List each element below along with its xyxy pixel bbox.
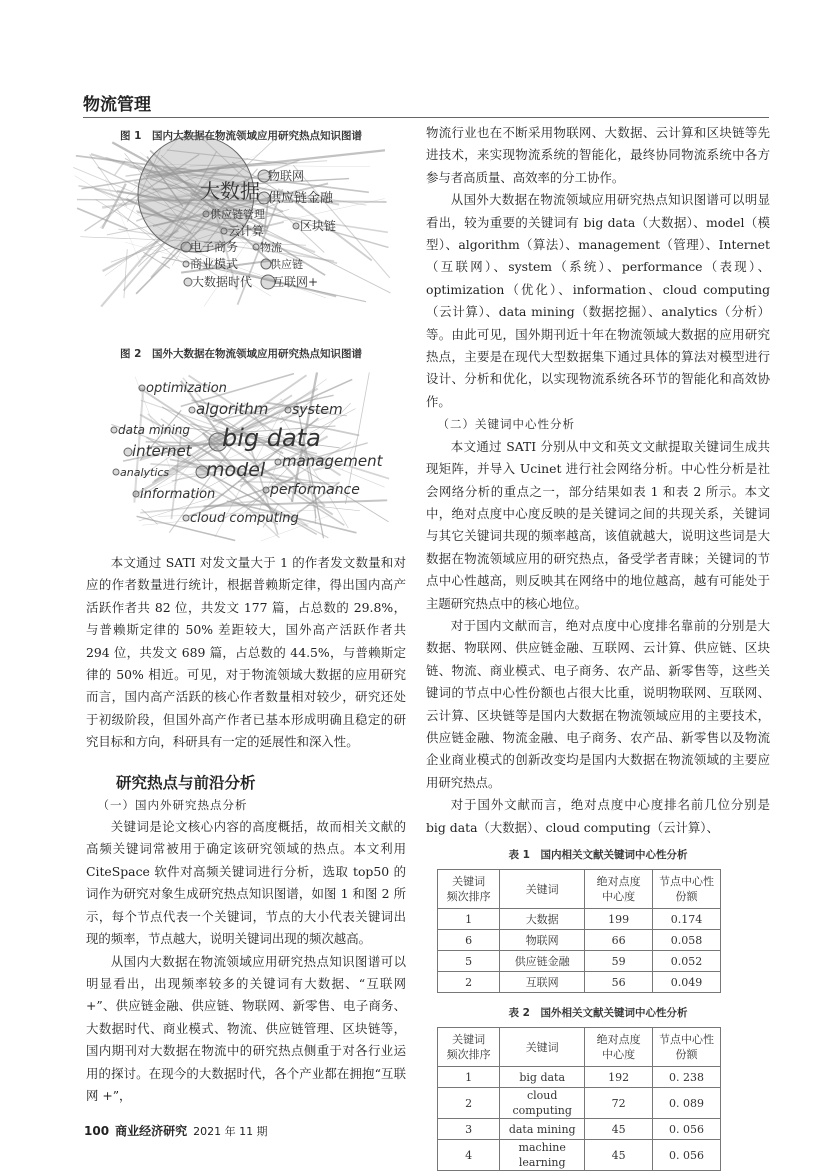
column-header: 关键词 频次排序 [438,870,500,909]
right-column [426,122,770,1171]
table-cell: 供应链金融 [500,951,585,972]
paragraph: 本文通过 SATI 分别从中文和英文文献提取关键词生成共现矩阵，并导入 Ucinet 进行社会网络分析。中心性分析是社会网络分析的重点之一，部分结果如表 1 和表 2 所示。本文中，绝对点度中心度反映的是关键词之间的共现关系，关键词与其它关键词共现的频率越高，该值就越大，说明这些词是大数据在物流领域应用的研究热点，备受学者青睐；关键词的节点中心性越高，则反映其在网络中的地位越高，越有可能处于主题研究热点中的核心地位。 [426,436,770,615]
column-header: 绝对点度 中心度 [585,870,653,909]
table-row [438,1140,721,1171]
graph-node [285,407,291,413]
graph-edge [124,249,127,298]
paragraph: 从国外大数据在物流领域应用研究热点知识图谱可以明显看出，较为重要的关键词有 big data（大数据）、model（模型）、algorithm（算法）、management（管理）、Internet（互联网）、system（系统）、performance（表现）、optimization（优化）、information、cloud computing（云计算）、data mining（数据挖掘）、analytics（分析）等。由此可见，国外期刊近十年在物流领域大数据的应用研究热点，主要是在现代大型数据集下通过具体的算法对模型进行设计、分析和优化，以实现物流系统各环节的智能化和高效协作。 [426,189,770,413]
graph-node-label: 区块链 [300,218,336,233]
graph-node-label: system [292,402,343,418]
table-cell: 1 [438,909,500,930]
graph-node-label: 大数据时代 [192,274,252,289]
table-row [438,1088,721,1119]
graph-node [183,515,189,521]
graph-node-label: 供应链 [270,257,303,271]
table2-caption: 表 2 国外相关文献关键词中心性分析 [426,1005,770,1021]
subheading: （一）国内外研究热点分析 [86,794,406,816]
graph-node [184,278,192,286]
table-cell: 6 [438,930,500,951]
graph-node-label: 商业模式 [190,256,238,271]
table-cell: 物联网 [500,930,585,951]
graph-node-label: 物流 [260,240,282,254]
table-row [438,951,721,972]
paragraph: 物流行业也在不断采用物联网、大数据、云计算和区块链等先进技术，来实现物流系统的智能化，最终协同物流系统中各方参与者高质量、高效率的分工协作。 [426,122,770,189]
table-cell: 1 [438,1067,500,1088]
table-cell: 0. 238 [653,1067,721,1088]
table-cell: 0. 089 [653,1088,721,1119]
issue: 2021 年 11 期 [193,1125,267,1138]
table-cell: 0.049 [653,972,721,993]
table-row [438,930,721,951]
column-header: 绝对点度 中心度 [585,1028,653,1067]
table-cell: 大数据 [500,909,585,930]
figure2-caption: 图 2 国外大数据在物流领域应用研究热点知识图谱 [120,346,362,361]
graph-node [203,211,209,217]
journal-name: 商业经济研究 [115,1124,187,1138]
table-cell: 2 [438,1088,500,1119]
subheading: （二）关键词中心性分析 [426,413,770,435]
graph-edge [281,399,282,400]
header-rule [83,117,769,118]
figure1-knowledge-map [100,150,400,310]
table-row [438,909,721,930]
paragraph: 对于国内文献而言，绝对点度中心度排名靠前的分别是大数据、物联网、供应链金融、互联网、云计算、供应链、区块链、物流、商业模式、电子商务、农产品、新零售等，这些关键词的节点中心性份额也占很大比重，说明物联网、互联网、云计算、区块链等是国内大数据在物流领域应用的主要技术，供应链金融、物流金融、电子商务、农产品、新零售以及物流企业商业模式的创新改变均是国内大数据在物流领域的主要应用研究热点。 [426,615,770,794]
figure2-knowledge-map [110,372,390,542]
table-cell: 2 [438,972,500,993]
column-header: 关键词 [500,870,585,909]
table-cell: 4 [438,1140,500,1171]
graph-node-label: big data [222,424,321,452]
table-cell: 192 [585,1067,653,1088]
table2 [437,1027,721,1171]
table-cell: 72 [585,1088,653,1119]
table-cell: 5 [438,951,500,972]
paragraph: 从国内大数据在物流领域应用研究热点知识图谱可以明显看出，出现频率较多的关键词有大数据、“互联网 +”、供应链金融、供应链、物联网、新零售、电子商务、大数据时代、商业模式、物流、供应链管理、区块链等，国内期刊对大数据在物流中的研究热点侧重于对各行业运用的探讨。在现今的大数据时代，各个产业都在拥抱“互联网 +”， [86,951,406,1108]
graph-node [293,223,299,229]
column-header: 关键词 频次排序 [438,1028,500,1067]
table-row [438,1119,721,1140]
graph-node [275,459,281,465]
section-header: 物流管理 [83,90,151,115]
graph-node-label: 电子商务 [190,239,238,254]
table-cell: 0.174 [653,909,721,930]
table-cell: data mining [500,1119,585,1140]
graph-node-label: 供应链金融 [268,190,334,206]
graph-node-label: internet [132,442,193,460]
paragraph: 关键词是论文核心内容的高度概括，故而相关文献的高频关键词常被用于确定该研究领域的热点。本文利用 CiteSpace 软件对高频关键词进行分析，选取 top50 的词作为研究对象生成研究热点知识图谱，如图 1 和图 2 所示，每个节点代表一个关键词，节点的大小代表关键词出现的频率，节点越大，说明关键词出现的频次越高。 [86,816,406,950]
header-row [438,1028,721,1067]
figure1-caption: 图 1 国内大数据在物流领域应用研究热点知识图谱 [120,128,362,143]
graph-node-label: 大数据 [200,179,260,203]
graph-node-label: management [282,452,384,470]
graph-node-label: algorithm [196,400,268,418]
column-header: 节点中心性 份额 [653,1028,721,1067]
table-cell: 3 [438,1119,500,1140]
table-cell: 0.052 [653,951,721,972]
graph-node [111,427,117,433]
table-cell: 199 [585,909,653,930]
graph-node [183,261,189,267]
graph-node-label: 物联网 [268,168,304,183]
table-cell: big data [500,1067,585,1088]
paragraph: 对于国外文献而言，绝对点度中心度排名前几位分别是 big data（大数据）、cloud computing（云计算）、 [426,794,770,839]
column-header: 关键词 [500,1028,585,1067]
graph-node [113,469,119,475]
table-row [438,972,721,993]
table1-caption: 表 1 国内相关文献关键词中心性分析 [426,847,770,863]
graph-node-label: performance [269,482,360,498]
graph-node-label: information [140,487,215,502]
table-cell: 45 [585,1119,653,1140]
graph-node-label: analytics [120,466,169,479]
table-cell: 56 [585,972,653,993]
graph-node [253,244,259,250]
column-header: 节点中心性 份额 [653,870,721,909]
page-number: 100 [84,1124,109,1138]
graph-node-label: 云计算 [228,223,264,238]
left-column [86,552,406,1107]
table-row [438,1067,721,1088]
graph-node [124,448,132,456]
graph-node-label: 互联网+ [272,275,318,289]
table-cell: cloud computing [500,1088,585,1119]
header-row [438,870,721,909]
table-cell: 0. 056 [653,1140,721,1171]
graph-node [133,491,139,497]
graph-node [139,385,145,391]
table-cell: 45 [585,1140,653,1171]
graph-node-label: cloud computing [190,511,299,526]
graph-node-label: optimization [146,381,227,396]
graph-node-label: data mining [118,423,190,437]
table-cell: machine learning [500,1140,585,1171]
table-cell: 互联网 [500,972,585,993]
paragraph: 本文通过 SATI 对发文量大于 1 的作者发文数量和对应的作者数量进行统计，根据普赖斯定律，得出国内高产活跃作者共 82 位，共发文 177 篇，占总数的 29.8%，与普赖斯定律的 50% 差距较大，国外高产活跃作者共 294 位，共发文 689 篇，占总数的 44.5%，与普赖斯定律的 50% 相近。可见，对于物流领域大数据的应用研究而言，国内高产活跃的核心作者数量相对较少，研究还处于初级阶段，但国外高产作者已基本形成明确且稳定的研究目标和方向，科研具有一定的延展性和深入性。 [86,552,406,754]
table-cell: 0.058 [653,930,721,951]
graph-node [221,228,227,234]
graph-node-label: 供应链管理 [210,207,265,221]
table-cell: 59 [585,951,653,972]
table-cell: 66 [585,930,653,951]
graph-node-label: model [206,459,266,481]
graph-node [263,487,269,493]
table1 [437,869,721,993]
page-footer [84,1122,268,1139]
graph-node [189,407,195,413]
table-cell: 0. 056 [653,1119,721,1140]
section-heading: 研究热点与前沿分析 [116,772,406,794]
